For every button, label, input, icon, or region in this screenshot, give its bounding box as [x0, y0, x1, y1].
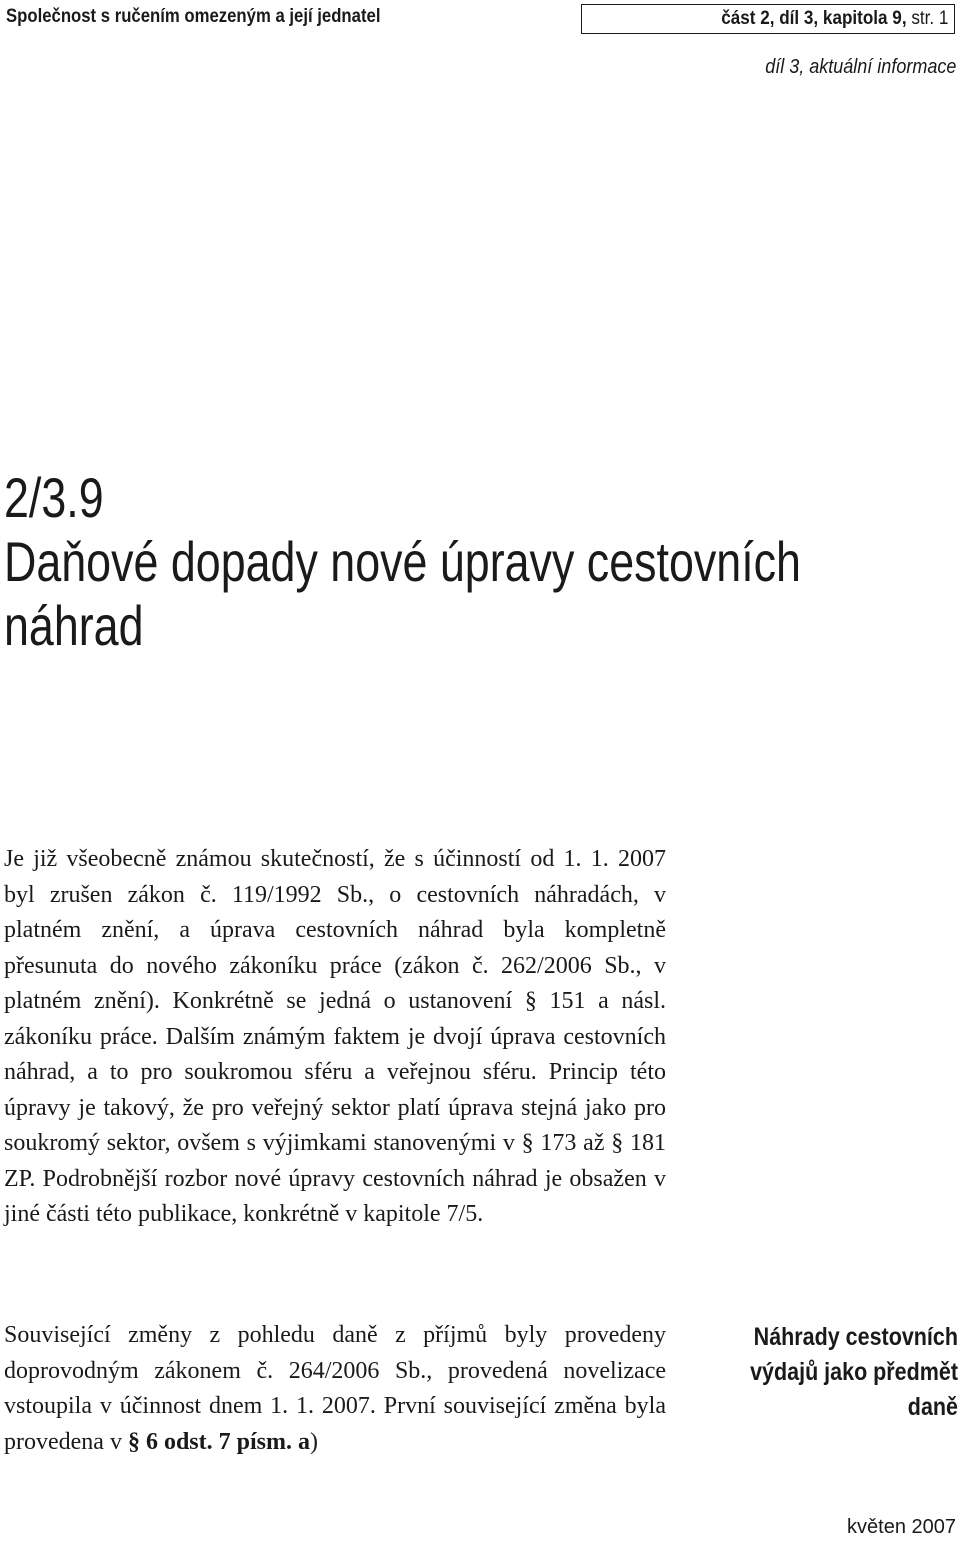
section-page: str. 1	[906, 8, 948, 29]
section-reference	[721, 5, 948, 32]
chapter-title-line-1: Daňové dopady nové úpravy cestovních	[4, 530, 801, 593]
margin-note-line-1: Náhrady cestovních	[753, 1323, 958, 1351]
margin-note	[700, 1320, 958, 1425]
section-reference-bold: část 2, díl 3, kapitola 9,	[720, 8, 907, 29]
chapter-number: 2/3.9	[4, 466, 104, 529]
law-reference: § 6 odst. 7 písm. a	[127, 1428, 310, 1455]
paragraph-2-text: Související změny z pohledu daně z příjmů byly provedeny doprovodným zákonem č. 264/2006 Sb., provedená novelizace vstoupila v účinnost dnem 1. 1. 2007. První související změna byla provedena v	[4, 1322, 666, 1455]
chapter-title-line-2: náhrad	[4, 594, 144, 657]
section-subtitle: díl 3, aktuální informace	[764, 56, 956, 78]
section-reference-box	[581, 4, 955, 34]
footer-date: květen 2007	[847, 1516, 956, 1538]
chapter-title	[4, 530, 960, 658]
body-paragraph-2	[4, 1318, 666, 1460]
running-header-title: Společnost s ručením omezeným a její jednatel	[6, 6, 381, 27]
margin-note-line-3: daně	[907, 1393, 958, 1421]
paragraph-2-end: )	[309, 1428, 318, 1455]
body-paragraph-1: Je již všeobecně známou skutečností, že s účinností od 1. 1. 2007 byl zrušen zákon č. 119/1992 Sb., o cestovních náhradách, v platném znění, a úprava cestovních náhrad byla kompletně přesunuta do nového zákoníku práce (zákon č. 262/2006 Sb., v platném znění). Konkrétně se jedná o ustanovení § 151 a násl. zákoníku práce. Dalším známým faktem je dvojí úprava cestovních náhrad, a to pro soukromou sféru a veřejnou sféru. Princip této úpravy je takový, že pro veřejný sektor platí úprava stejná jako pro soukromý sektor, ovšem s výjimkami stanovenými v § 173 až § 181 ZP. Podrobnější rozbor nové úpravy cestovních náhrad je obsažen v jiné části této publikace, konkrétně v kapitole 7/5.	[4, 846, 666, 1227]
margin-note-line-2: výdajů jako předmět	[750, 1358, 958, 1386]
